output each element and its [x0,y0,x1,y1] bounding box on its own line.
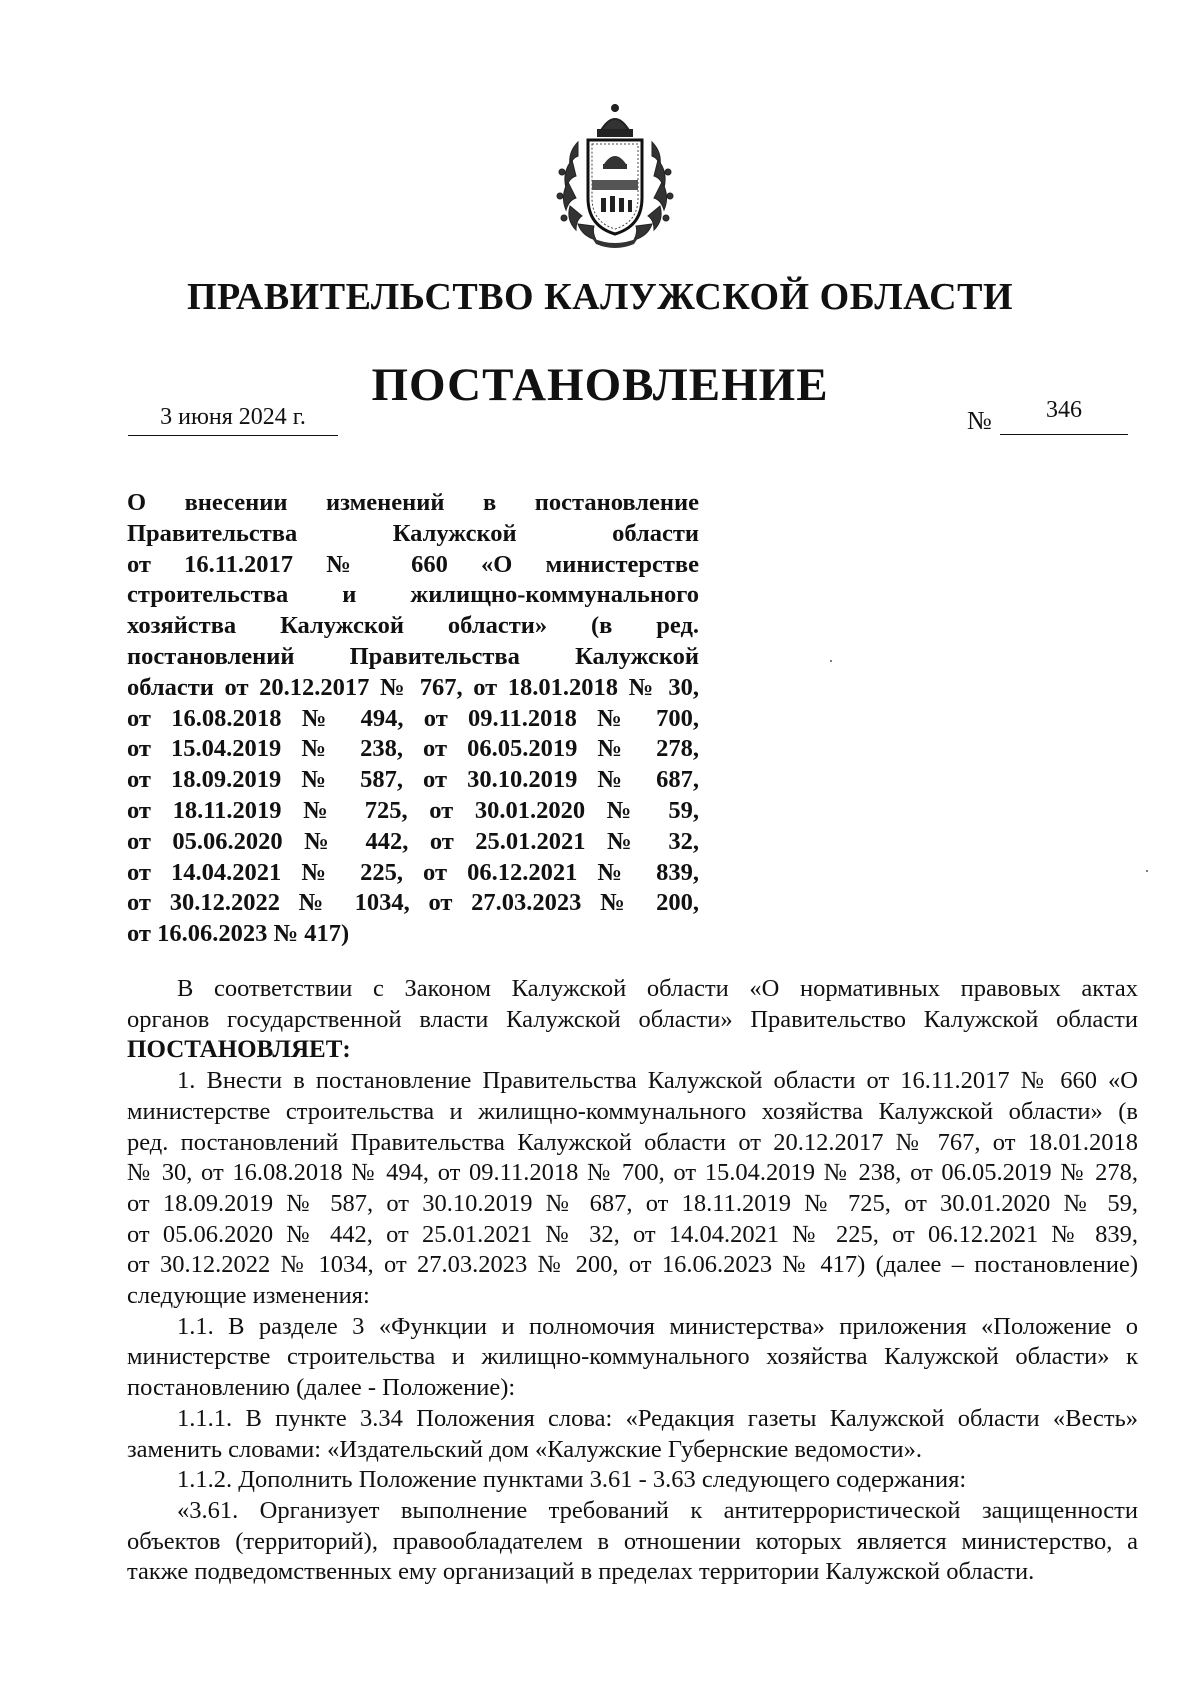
coat-of-arms-icon [548,102,682,250]
subject-line: постановлений Правительства Калужской [127,642,699,670]
document-number-label: № [967,406,992,435]
subject-line: от 18.09.2019 № 587, от 30.10.2019 № 687, [127,766,699,794]
document-body [127,974,1138,1588]
body-line: органов государственной власти Калужской области» Правительство Калужской области [127,1005,1138,1033]
body-line: объектов (территорий), правообладателем в отношении которых является министерство, а [127,1527,1138,1555]
body-line: 1.1.2. Дополнить Положение пунктами 3.61 - 3.63 следующего содержания: [177,1466,967,1494]
decree-keyword: ПОСТАНОВЛЯЕТ: [127,1036,351,1064]
subject-line: от 15.04.2019 № 238, от 06.05.2019 № 278, [127,735,699,763]
document-subject [127,488,699,950]
body-line: следующие изменения: [127,1282,370,1310]
body-line: ред. постановлений Правительства Калужской области от 20.12.2017 № 767, от 18.01.2018 [127,1128,1138,1156]
document-type-title: ПОСТАНОВЛЕНИЕ [371,359,829,411]
subject-line: от 05.06.2020 № 442, от 25.01.2021 № 32, [127,827,699,855]
subject-line: от 16.08.2018 № 494, от 09.11.2018 № 700, [127,704,699,732]
document-number: 346 [1000,398,1128,435]
body-line: от 05.06.2020 № 442, от 25.01.2021 № 32, от 14.04.2021 № 225, от 06.12.2021 № 839, [127,1220,1138,1248]
body-line: также подведомственных ему организаций в пределах территории Калужской области. [127,1558,1035,1586]
subject-line: от 16.06.2023 № 417) [127,920,350,948]
body-line: В соответствии с Законом Калужской области «О нормативных правовых актах [177,975,1138,1002]
scan-speck [830,660,832,662]
body-line: постановлению (далее - Положение): [127,1374,516,1402]
subject-line: области от 20.12.2017 № 767, от 18.01.2018 № 30, [127,673,699,701]
body-line: министерстве строительства и жилищно-коммунального хозяйства Калужской области» к [127,1343,1138,1371]
scan-speck [1146,870,1148,872]
government-title: ПРАВИТЕЛЬСТВО КАЛУЖСКОЙ ОБЛАСТИ [186,276,1014,318]
body-line: министерстве строительства и жилищно-коммунального хозяйства Калужской области» (в [127,1097,1138,1125]
body-line: от 18.09.2019 № 587, от 30.10.2019 № 687, от 18.11.2019 № 725, от 30.01.2020 № 59, [127,1189,1138,1217]
body-line: «3.61. Организует выполнение требований к антитеррористической защищенности [177,1496,1138,1524]
body-line: 1.1.1. В пункте 3.34 Положения слова: «Редакция газеты Калужской области «Весть» [177,1404,1138,1432]
subject-line: хозяйства Калужской области» (в ред. [127,612,699,640]
subject-line: от 18.11.2019 № 725, от 30.01.2020 № 59, [127,796,699,824]
body-line: от 30.12.2022 № 1034, от 27.03.2023 № 200, от 16.06.2023 № 417) (далее – постановление) [127,1251,1138,1279]
subject-line: от 16.11.2017 № 660 «О министерстве [127,550,699,578]
subject-line: О внесении изменений в постановление [127,489,699,516]
subject-line: строительства и жилищно-коммунального [127,581,699,609]
body-line: 1.1. В разделе 3 «Функции и полномочия министерства» приложения «Положение о [177,1312,1138,1340]
subject-line: от 14.04.2021 № 225, от 06.12.2021 № 839, [127,858,699,886]
subject-line: от 30.12.2022 № 1034, от 27.03.2023 № 200, [127,889,699,917]
body-line: № 30, от 16.08.2018 № 494, от 09.11.2018 № 700, от 15.04.2019 № 238, от 06.05.2019 № 278, [127,1159,1138,1187]
body-line: заменить словами: «Издательский дом «Калужские Губернские ведомости». [127,1435,923,1463]
document-date: 3 июня 2024 г. [128,404,338,436]
subject-line: Правительства Калужской области [127,519,699,547]
body-line: 1. Внести в постановление Правительства Калужской области от 16.11.2017 № 660 «О [177,1067,1138,1095]
